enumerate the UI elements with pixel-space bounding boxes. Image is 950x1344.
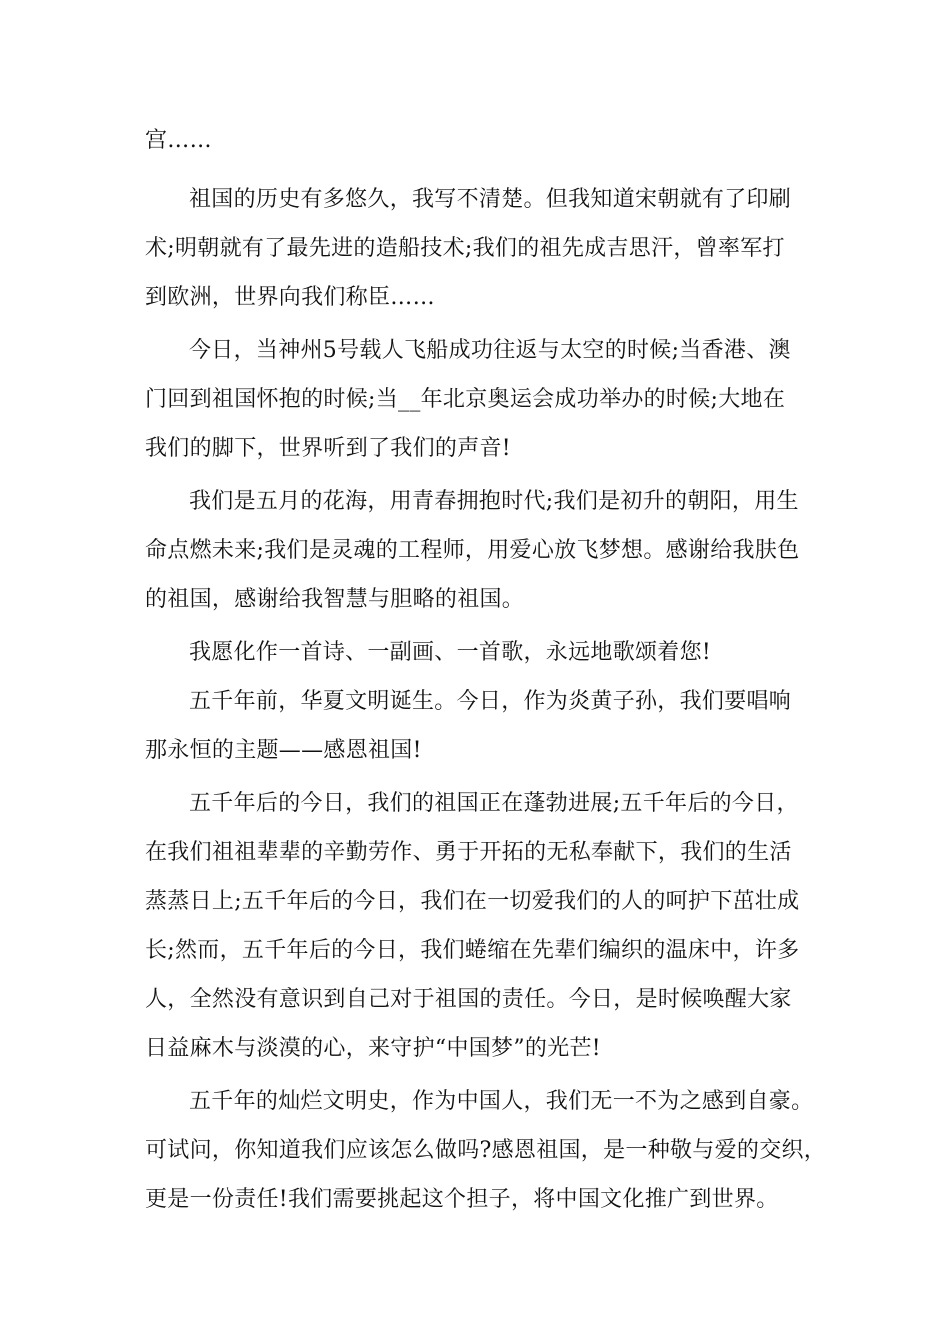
- text-line: 我愿化作一首诗、一副画、一首歌，永远地歌颂着您!: [189, 640, 712, 665]
- text-line: 命点燃未来;我们是灵魂的工程师，用爱心放飞梦想。感谢给我肤色: [145, 538, 800, 563]
- text-line: 五千年后的今日，我们的祖国正在蓬勃进展;五千年后的今日，: [189, 791, 799, 816]
- text-line: 人，全然没有意识到自己对于祖国的责任。今日，是时候唤醒大家: [145, 987, 792, 1012]
- text-line: 蒸蒸日上;五千年后的今日，我们在一切爱我们的人的呵护下茁壮成: [145, 889, 800, 914]
- text-line: 祖国的历史有多悠久，我写不清楚。但我知道宋朝就有了印刷: [189, 187, 792, 212]
- text-line: 我们的脚下，世界听到了我们的声音!: [145, 436, 511, 461]
- text-line: 在我们祖祖辈辈的辛勤劳作、勇于开拓的无私奉献下，我们的生活: [145, 840, 792, 865]
- text-line: 今日，当神州5号载人飞船成功往返与太空的时候;当香港、澳: [189, 338, 791, 363]
- text-line: 可试问，你知道我们应该怎么做吗?感恩祖国，是一种敬与爱的交织，: [145, 1138, 827, 1163]
- text-line: 我们是五月的花海，用青春拥抱时代;我们是初升的朝阳，用生: [189, 489, 799, 514]
- text-line: 更是一份责任!我们需要挑起这个担子，将中国文化推广到世界。: [145, 1187, 779, 1212]
- text-line: 的祖国，感谢给我智慧与胆略的祖国。: [145, 587, 525, 612]
- text-line: 五千年的灿烂文明史，作为中国人，我们无一不为之感到自豪。: [189, 1089, 814, 1114]
- text-line: 日益麻木与淡漠的心，来守护“中国梦”的光芒!: [145, 1036, 601, 1061]
- text-line: 到欧洲，世界向我们称臣……: [145, 285, 435, 310]
- text-line: 那永恒的主题——感恩祖国!: [145, 738, 422, 763]
- text-line: 术;明朝就有了最先进的造船技术;我们的祖先成吉思汗，曾率军打: [145, 236, 785, 261]
- text-line: 长;然而，五千年后的今日，我们蜷缩在先辈们编织的温床中，许多: [145, 938, 800, 963]
- text-line: 宫……: [145, 128, 212, 153]
- text-line: 门回到祖国怀抱的时候;当__年北京奥运会成功举办的时候;大地在: [145, 387, 786, 412]
- text-line: 五千年前，华夏文明诞生。今日，作为炎黄子孙，我们要唱响: [189, 689, 792, 714]
